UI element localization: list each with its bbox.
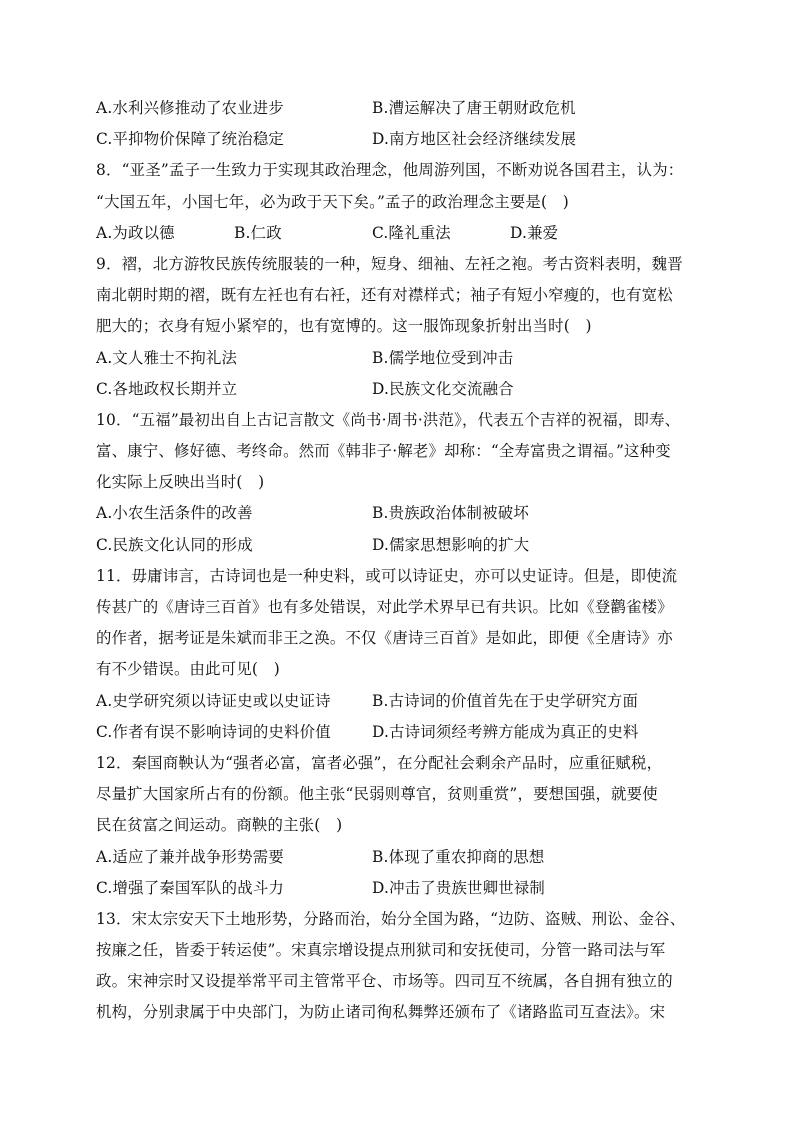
question-10-line-1: 10．“五福”最初出自上古记言散文《尚书·周书·洪范》，代表五个吉祥的祝福，即寿、 <box>96 410 681 429</box>
q8-option-b[interactable]: B.仁政 <box>234 223 282 242</box>
question-11 <box>96 561 704 748</box>
q10-option-c[interactable]: C.民族文化认同的形成 <box>96 535 253 554</box>
question-11-line-1: 11．毋庸讳言，古诗词也是一种史料，或可以诗证史，亦可以史证诗。但是，即使流 <box>96 566 678 585</box>
question-11-line-3: 的作者，据考证是朱斌而非王之涣。不仅《唐诗三百首》是如此，即便《全唐诗》亦 <box>96 629 673 648</box>
q11-options-row-2 <box>96 717 704 748</box>
question-13-line-1: 13．宋太宗安天下土地形势，分路而治，始分全国为路，“边防、盗贼、刑讼、金谷、 <box>96 909 686 928</box>
question-13-line-2: 按廉之任，皆委于转运使”。宋真宗增设提点刑狱司和安抚使司，分管一路司法与军 <box>96 941 666 960</box>
q8-option-c[interactable]: C.隆礼重法 <box>372 223 451 242</box>
question-9-line-1: 9．褶，北方游牧民族传统服装的一种，短身、细袖、左衽之袍。考古资料表明，魏晋 <box>96 254 683 273</box>
q12-option-a[interactable]: A.适应了兼并战争形势需要 <box>96 847 284 866</box>
q11-option-c[interactable]: C.作者有误不影响诗词的史料价值 <box>96 722 331 741</box>
q9-option-b[interactable]: B.儒学地位受到冲击 <box>372 348 514 367</box>
q7-options-row-2 <box>96 124 704 155</box>
q7-option-b[interactable]: B.漕运解决了唐王朝财政危机 <box>372 99 576 117</box>
question-13 <box>96 904 704 1029</box>
q10-option-b[interactable]: B.贵族政治体制被破坏 <box>372 504 529 523</box>
q7-options-row-1 <box>96 93 704 124</box>
q9-option-a[interactable]: A.文人雅士不拘礼法 <box>96 348 238 367</box>
q9-options-row-1 <box>96 343 704 374</box>
q9-option-d[interactable]: D.民族文化交流融合 <box>372 379 514 398</box>
q10-option-d[interactable]: D.儒家思想影响的扩大 <box>372 535 530 554</box>
q12-options-row-1 <box>96 842 704 873</box>
q10-options-row-2 <box>96 530 704 561</box>
question-13-line-4: 机构，分别隶属于中央部门，为防止诸司徇私舞弊还颁布了《诸路监司互查法》。宋 <box>96 1003 666 1022</box>
question-8-line-2: “大国五年，小国七年，必为政于天下矣。”孟子的政治理念主要是( ) <box>96 192 569 211</box>
question-9-line-3: 肥大的；衣身有短小紧窄的，也有宽博的。这一服饰现象折射出当时( ) <box>96 317 592 336</box>
question-10-line-3: 化实际上反映出当时( ) <box>96 473 265 492</box>
exam-page <box>96 93 704 1029</box>
question-13-line-3: 政。宋神宗时又设提举常平司主管常平仓、市场等。四司互不统属，各自拥有独立的 <box>96 972 673 991</box>
q7-option-d[interactable]: D.南方地区社会经济继续发展 <box>372 130 577 149</box>
q12-options-row-2 <box>96 873 704 904</box>
q11-option-a[interactable]: A.史学研究须以诗证史或以史证诗 <box>96 691 331 710</box>
question-8-line-1: 8．“亚圣”孟子一生致力于实现其政治理念，他周游列国，不断劝说各国君主，认为： <box>96 161 684 180</box>
question-12-line-2: 尽量扩大国家所占有的份额。他主张“民弱则尊官，贫则重赏”，要想国强，就要使 <box>96 785 658 804</box>
question-11-line-2: 传甚广的《唐诗三百首》也有多处错误，对此学术界早已有共识。比如《登鹳雀楼》 <box>96 598 673 616</box>
question-10 <box>96 405 704 561</box>
question-12 <box>96 748 704 904</box>
q11-options-row-1 <box>96 686 704 717</box>
question-12-line-1: 12．秦国商鞅认为“强者必富，富者必强”，在分配社会剩余产品时，应重征赋税， <box>96 753 663 772</box>
q11-option-b[interactable]: B.古诗词的价值首先在于史学研究方面 <box>372 691 639 710</box>
question-11-line-4: 有不少错误。由此可见( ) <box>96 660 280 679</box>
q7-option-a[interactable]: A.水利兴修推动了农业进步 <box>96 99 284 117</box>
question-9-line-2: 南北朝时期的褶，既有左衽也有右衽，还有对襟样式；袖子有短小窄瘦的，也有宽松 <box>96 286 673 305</box>
question-9 <box>96 249 704 405</box>
q12-option-c[interactable]: C.增强了秦国军队的战斗力 <box>96 878 285 897</box>
q12-option-d[interactable]: D.冲击了贵族世卿世禄制 <box>372 878 545 897</box>
question-8 <box>96 155 704 249</box>
q8-options-row <box>96 218 704 249</box>
q9-option-c[interactable]: C.各地政权长期并立 <box>96 379 238 398</box>
q9-options-row-2 <box>96 374 704 405</box>
q10-option-a[interactable]: A.小农生活条件的改善 <box>96 504 253 523</box>
q8-option-a[interactable]: A.为政以德 <box>96 223 175 242</box>
q12-option-b[interactable]: B.体现了重农抑商的思想 <box>372 847 545 866</box>
q7-option-c[interactable]: C.平抑物价保障了统治稳定 <box>96 130 285 149</box>
question-12-line-3: 民在贫富之间运动。商鞅的主张( ) <box>96 816 343 835</box>
q11-option-d[interactable]: D.古诗词须经考辨方能成为真正的史料 <box>372 722 639 741</box>
q10-options-row-1 <box>96 498 704 529</box>
q8-option-d[interactable]: D.兼爱 <box>510 223 559 242</box>
question-10-line-2: 富、康宁、修好德、考终命。然而《韩非子·解老》却称：“全寿富贵之谓福。”这种变 <box>96 442 671 461</box>
